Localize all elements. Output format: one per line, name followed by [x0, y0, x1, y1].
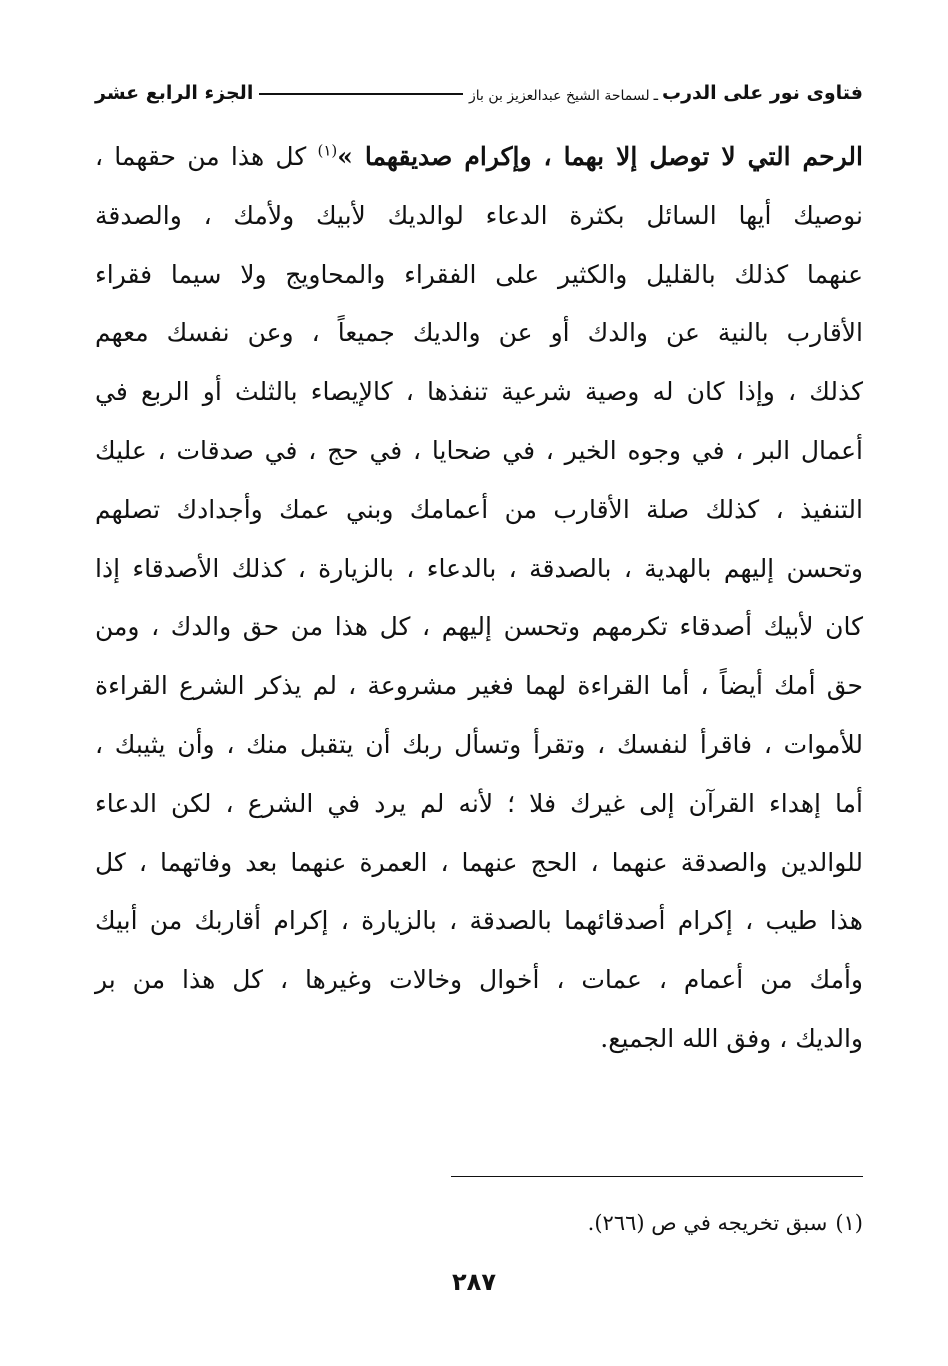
footnote-reference[interactable]: (١) — [317, 141, 338, 160]
body-line: كذلك ، وإذا كان له وصية شرعية تنفذها ، كالإيصاء بالثلث أو الربع في — [95, 377, 863, 407]
header-separator: ـ — [653, 86, 658, 104]
bold-quote: الرحم التي لا توصل إلا بهما ، وإكرام صديقهما » — [337, 142, 863, 171]
body-line: وتحسن إليهم بالهدية ، بالصدقة ، بالدعاء ، بالزيارة ، كذلك الأصدقاء إذا — [95, 553, 863, 583]
body-line: التنفيذ ، كذلك صلة الأقارب من أعمامك وبني عمك وأجدادك تصلهم — [95, 494, 863, 524]
body-line: أما إهداء القرآن إلى غيرك فلا ؛ لأنه لم يرد في الشرع ، لكن الدعاء — [95, 788, 863, 818]
body-line: كان لأبيك أصدقاء تكرمهم وتحسن إليهم ، كل هذا من حق والدك ، ومن — [95, 612, 863, 642]
body-line: للوالدين والصدقة عنهما ، الحج عنهما ، العمرة عنهما بعد وفاتهما ، كل — [95, 847, 863, 877]
author-name: لسماحة الشيخ عبدالعزيز بن باز — [468, 88, 650, 104]
body-line: وأمك من أعمام ، عمات ، أخوال وخالات وغيرها ، كل هذا من بر — [95, 965, 863, 995]
footnote — [95, 1203, 863, 1243]
running-header — [95, 70, 863, 104]
book-title: فتاوى نور على الدرب — [662, 82, 863, 104]
body-line: الأقارب بالنية عن والدك أو عن والديك جميعاً ، وعن نفسك معهم — [95, 318, 863, 348]
footnote-divider — [451, 1176, 863, 1177]
body-text — [95, 128, 863, 1069]
body-line-rest: كل هذا من حقهما ، — [95, 142, 318, 171]
footnote-number: (١) — [835, 1211, 863, 1235]
body-line-last: والديك ، وفق الله الجميع. — [600, 1023, 863, 1053]
volume-part: الجزء الرابع عشر — [95, 82, 254, 104]
body-line: للأموات ، فاقرأ لنفسك ، وتقرأ وتسأل ربك أن يتقبل منك ، وأن يثيبك ، — [95, 729, 863, 759]
body-line: عنهما كذلك بالقليل والكثير على الفقراء والمحاويج ولا سيما فقراء — [95, 259, 863, 289]
body-line: نوصيك أيها السائل بكثرة الدعاء لوالديك لأبيك ولأمك ، والصدقة — [95, 200, 863, 230]
body-line: أعمال البر ، في وجوه الخير ، في ضحايا ، في حج ، في صدقات ، عليك — [95, 435, 863, 465]
body-line — [95, 128, 863, 187]
body-line: هذا طيب ، إكرام أصدقائهما بالصدقة ، بالزيارة ، إكرام أقاربك من أبيك — [95, 906, 863, 936]
page-number: ٢٨٧ — [452, 1268, 496, 1296]
header-rule — [259, 93, 463, 95]
body-line: حق أمك أيضاً ، أما القراءة لهما فغير مشروعة ، لم يذكر الشرع القراءة — [95, 671, 863, 701]
footnote-text: سبق تخريجه في ص (٢٦٦). — [587, 1211, 828, 1235]
